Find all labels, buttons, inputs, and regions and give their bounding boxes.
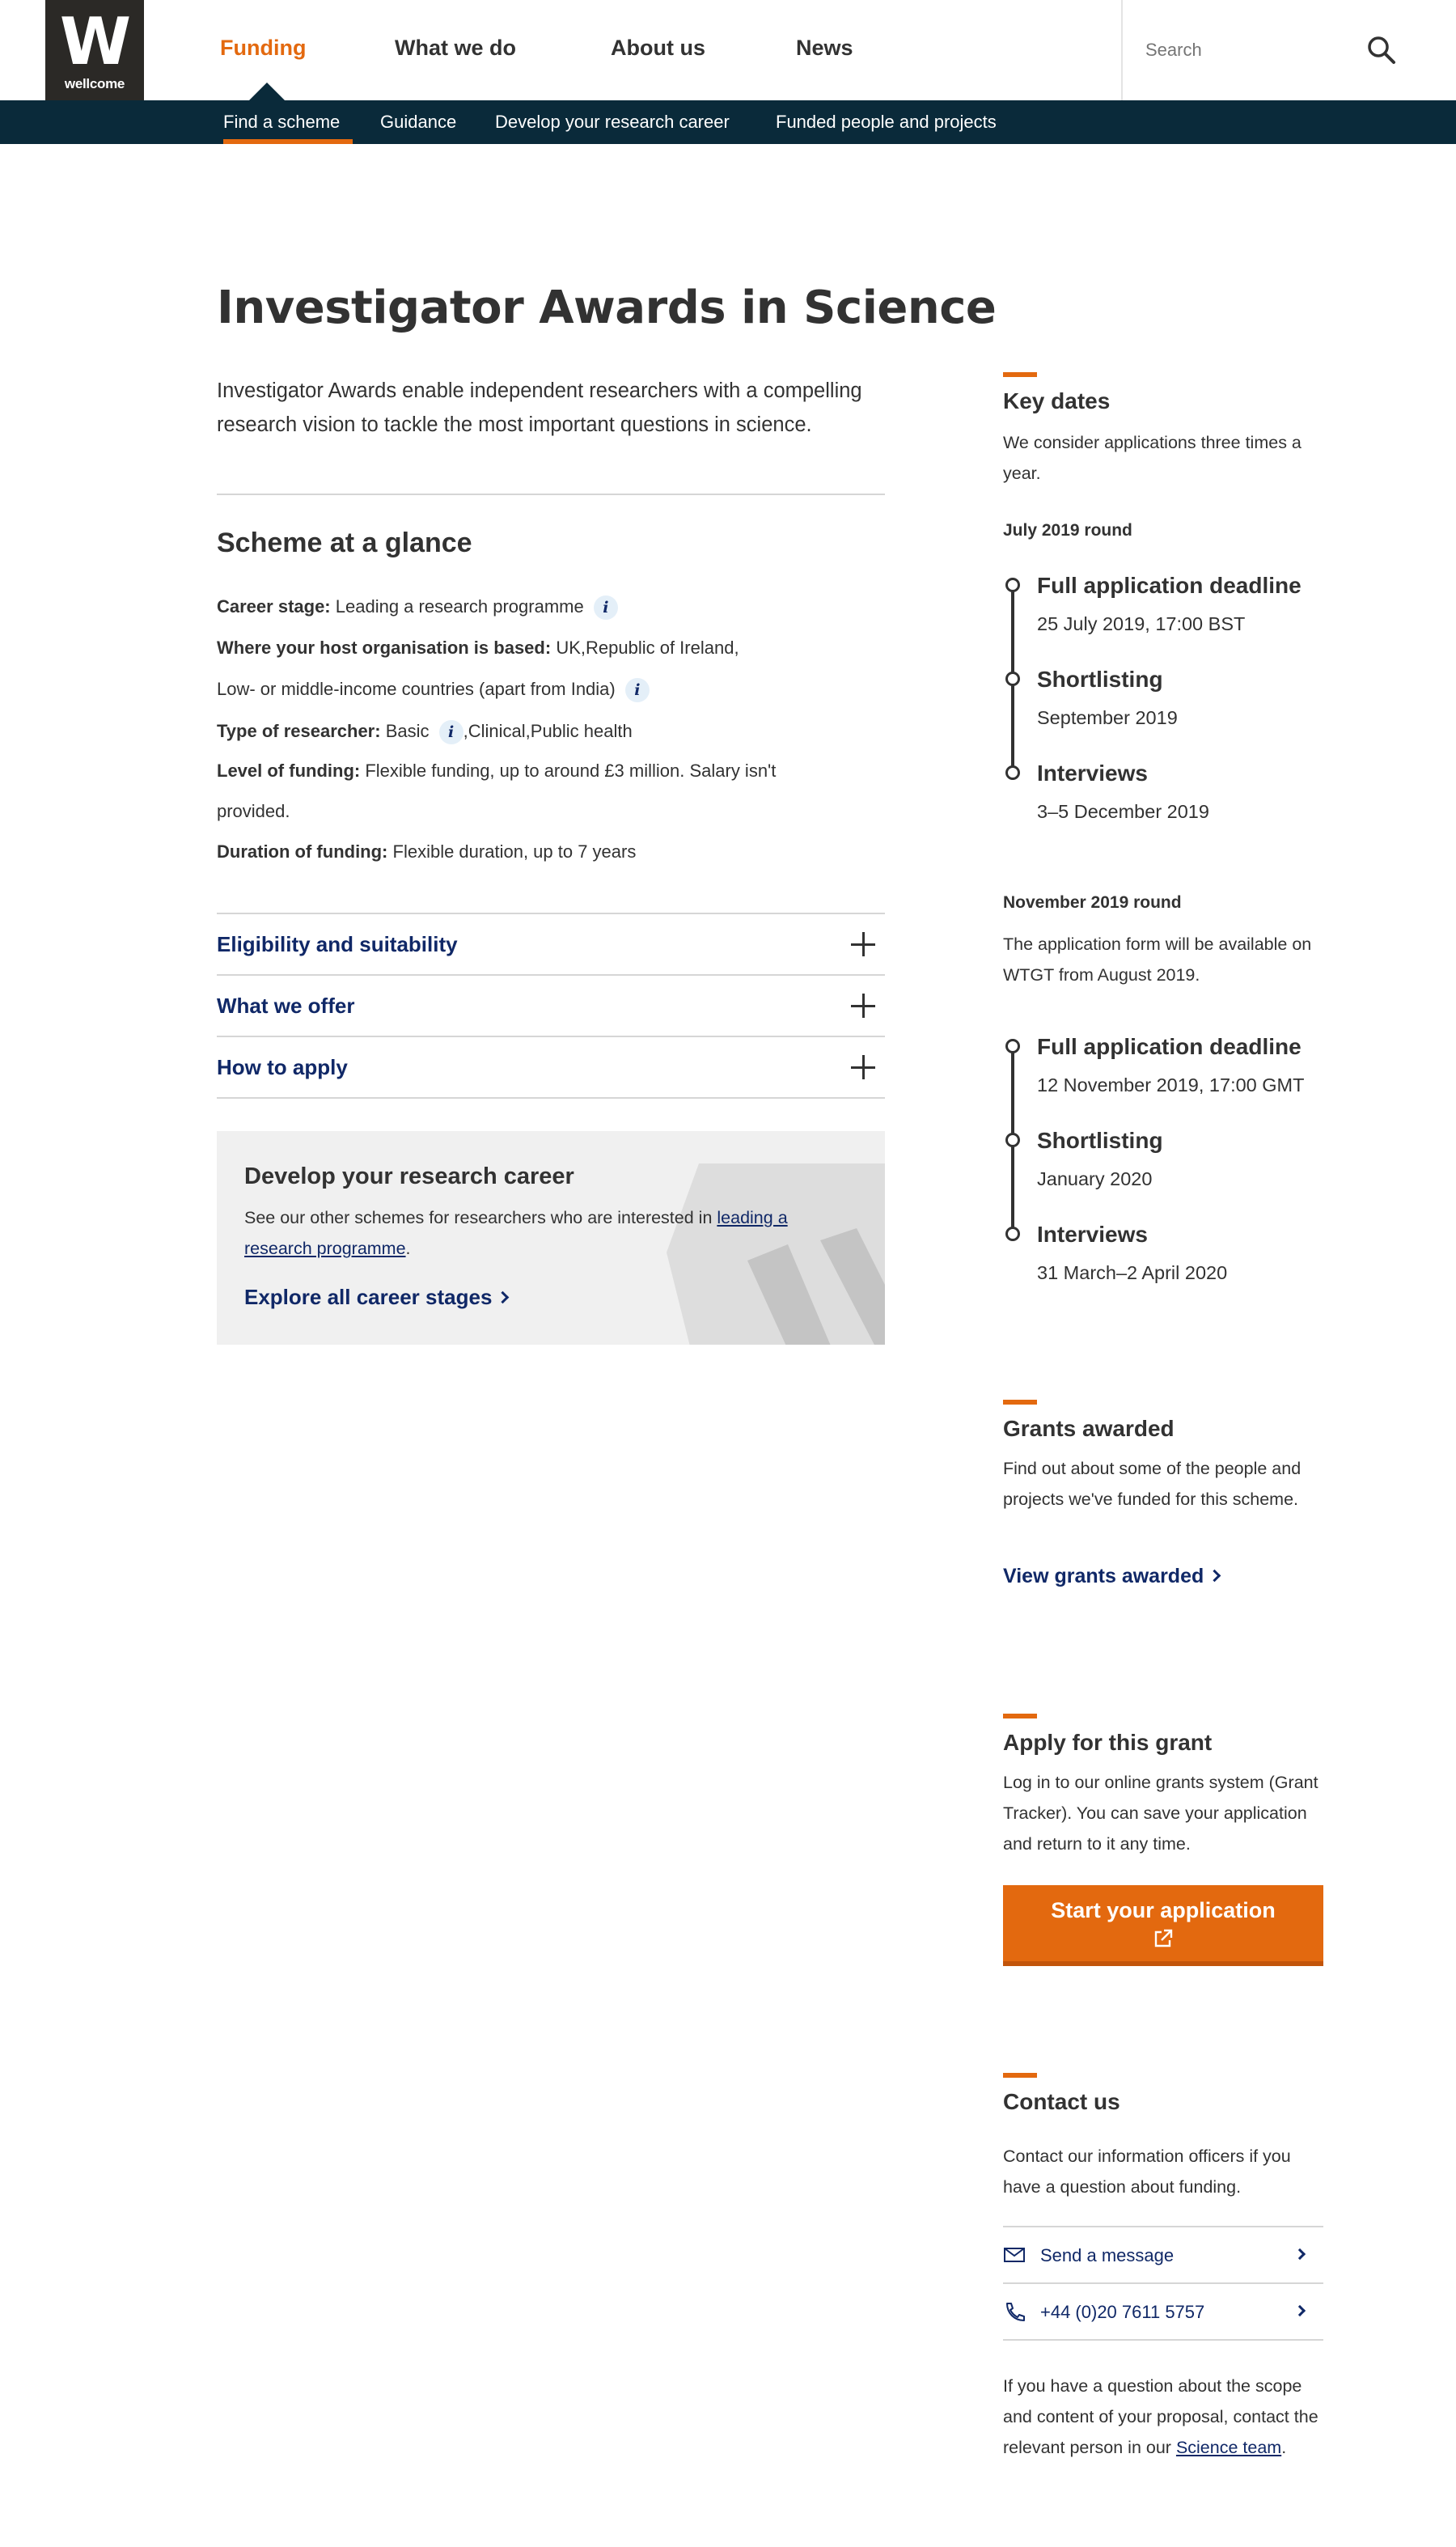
contact-label[interactable]: +44 (0)20 7611 5757 xyxy=(1040,2302,1205,2322)
start-application-button[interactable] xyxy=(1003,1885,1323,1966)
fact-funding-level-cont xyxy=(217,801,290,822)
key-dates-title: Key dates xyxy=(1003,388,1111,413)
event-date: 25 July 2019, 17:00 BST xyxy=(1037,613,1246,634)
chevron-right-icon xyxy=(1294,2305,1306,2316)
promo-text-end: . xyxy=(405,1239,411,1258)
button-label[interactable]: Start your application xyxy=(1051,1898,1276,1922)
fact-value[interactable]: Public health xyxy=(530,720,633,741)
accent-bar xyxy=(1003,372,1037,377)
fact-label: Type of researcher: xyxy=(217,720,381,741)
timeline-november xyxy=(1003,1034,1343,1283)
accent-bar xyxy=(1003,1400,1037,1405)
fact-host-location xyxy=(217,638,739,659)
subnav-funded-people[interactable]: Funded people and projects xyxy=(776,112,997,132)
fact-researcher-type xyxy=(217,720,633,744)
plus-icon[interactable] xyxy=(851,994,875,1018)
fact-host-location-cont xyxy=(217,678,650,702)
apply-title: Apply for this grant xyxy=(1003,1730,1213,1755)
fact-label: Level of funding: xyxy=(217,761,361,781)
accordion-label[interactable]: Eligibility and suitability xyxy=(217,932,458,956)
fact-value[interactable]: Basic xyxy=(385,720,430,741)
event-name: Shortlisting xyxy=(1037,667,1163,692)
promo-inline-link[interactable]: leading a research programme xyxy=(244,1208,788,1258)
accent-bar xyxy=(1003,1714,1037,1718)
accordion-label[interactable]: What we offer xyxy=(217,994,355,1018)
contact-label[interactable]: Send a message xyxy=(1040,2245,1175,2265)
contact-text: Contact our information officers if you have a question about funding. xyxy=(1003,2147,1291,2197)
info-icon[interactable]: i xyxy=(625,678,650,702)
link-label[interactable]: View grants awarded xyxy=(1003,1565,1204,1587)
round-title: November 2019 round xyxy=(1003,893,1182,912)
fact-label: Career stage: xyxy=(217,595,331,617)
fact-value[interactable]: UK, xyxy=(556,638,586,658)
divider xyxy=(217,494,885,495)
fact-funding-level xyxy=(217,761,776,782)
timeline-dot xyxy=(1005,578,1020,592)
accent-bar xyxy=(1003,2073,1037,2078)
phone-link[interactable] xyxy=(1003,2282,1323,2339)
event-date: 3–5 December 2019 xyxy=(1037,801,1209,822)
event-name: Shortlisting xyxy=(1037,1128,1163,1153)
fact-value: provided. xyxy=(217,801,290,821)
active-nav-caret xyxy=(249,83,285,100)
timeline-dot xyxy=(1005,1133,1020,1147)
glance-heading: Scheme at a glance xyxy=(217,528,472,558)
send-message-link[interactable] xyxy=(1003,2226,1323,2282)
promo-title: Develop your research career xyxy=(244,1163,574,1189)
info-icon[interactable]: i xyxy=(439,720,463,744)
timeline-dot xyxy=(1005,1039,1020,1053)
timeline-dot xyxy=(1005,765,1020,780)
fact-duration xyxy=(217,841,636,862)
chevron-right-icon xyxy=(497,1290,510,1303)
fact-career-stage xyxy=(217,595,618,620)
active-subnav-underline xyxy=(223,139,353,144)
fact-value: Flexible funding, up to around £3 million. Salary isn't xyxy=(365,761,777,781)
fact-value[interactable]: Republic of Ireland, xyxy=(586,638,739,658)
event-name: Interviews xyxy=(1037,1222,1148,1247)
key-dates-intro: We consider applications three times a year. xyxy=(1003,433,1302,483)
career-promo xyxy=(217,1131,885,1345)
subnav-find-a-scheme[interactable]: Find a scheme xyxy=(223,112,341,132)
accordion-what-we-offer[interactable] xyxy=(217,974,885,1036)
round-note: The application form will be available on WTGT from August 2019. xyxy=(1003,934,1312,985)
footer-text-start: If you have a question about the scope and content of your proposal, contact the relevant person in our xyxy=(1003,2376,1318,2457)
accordion-eligibility[interactable] xyxy=(217,913,885,974)
subnav-develop-career[interactable]: Develop your research career xyxy=(495,112,730,132)
divider xyxy=(1003,2339,1323,2341)
contact-title: Contact us xyxy=(1003,2089,1120,2114)
info-icon[interactable]: i xyxy=(594,595,618,620)
event-name: Full application deadline xyxy=(1037,1034,1302,1059)
envelope-icon xyxy=(1003,2245,1026,2265)
apply-text: Log in to our online grants system (Grant Tracker). You can save your application and return to it any time. xyxy=(1003,1773,1318,1854)
chevron-right-icon xyxy=(1294,2248,1306,2260)
sub-nav xyxy=(0,100,1456,144)
fact-value[interactable]: ,Clinical, xyxy=(463,720,531,741)
subnav-guidance[interactable]: Guidance xyxy=(380,112,457,132)
event-date: September 2019 xyxy=(1037,707,1178,728)
fact-value[interactable]: Low- or middle-income countries (apart from India) xyxy=(217,678,616,699)
event-name: Interviews xyxy=(1037,761,1148,786)
explore-career-stages-link[interactable] xyxy=(244,1285,507,1310)
grants-title: Grants awarded xyxy=(1003,1416,1175,1441)
contact-footer-text xyxy=(1003,2371,1327,2463)
nav-funding[interactable]: Funding xyxy=(220,36,307,60)
external-link-icon xyxy=(1153,1928,1174,1949)
nav-about-us[interactable]: About us xyxy=(611,36,705,60)
logo-text: wellcome xyxy=(64,76,125,91)
promo-text xyxy=(244,1202,859,1264)
timeline-july xyxy=(1003,573,1343,822)
search-icon[interactable] xyxy=(1365,34,1398,66)
plus-icon[interactable] xyxy=(851,932,875,956)
logo-letter: W xyxy=(59,4,130,79)
nav-news[interactable]: News xyxy=(796,36,853,60)
fact-label: Where your host organisation is based: xyxy=(217,638,552,658)
view-grants-link[interactable] xyxy=(1003,1565,1219,1588)
accordion-label[interactable]: How to apply xyxy=(217,1055,348,1079)
timeline-dot xyxy=(1005,1227,1020,1241)
chevron-right-icon xyxy=(1208,1570,1221,1583)
grants-text: Find out about some of the people and projects we've funded for this scheme. xyxy=(1003,1459,1302,1509)
page-intro: Investigator Awards enable independent researchers with a compelling research vision to tackle the most important questions in science. xyxy=(217,379,862,436)
wellcome-logo[interactable] xyxy=(45,0,144,100)
phone-icon xyxy=(1003,2302,1026,2321)
event-date: 12 November 2019, 17:00 GMT xyxy=(1037,1074,1305,1096)
footer-text-end: . xyxy=(1281,2438,1287,2457)
event-name: Full application deadline xyxy=(1037,573,1302,598)
event-date: January 2020 xyxy=(1037,1168,1153,1189)
fact-label: Duration of funding: xyxy=(217,841,388,862)
science-team-link[interactable]: Science team xyxy=(1175,2438,1282,2457)
fact-value: Flexible duration, up to 7 years xyxy=(392,841,637,862)
event-date: 31 March–2 April 2020 xyxy=(1037,1262,1228,1283)
nav-what-we-do[interactable]: What we do xyxy=(395,36,516,60)
search-box xyxy=(1121,0,1456,100)
fact-value[interactable]: Leading a research programme xyxy=(335,595,584,617)
timeline-dot xyxy=(1005,672,1020,686)
promo-text-start: See our other schemes for researchers who are interested in xyxy=(244,1208,717,1227)
round-title: July 2019 round xyxy=(1003,521,1132,540)
search-input[interactable] xyxy=(1145,32,1356,68)
plus-icon[interactable] xyxy=(851,1055,875,1079)
accordion-how-to-apply[interactable] xyxy=(217,1036,885,1099)
page-title: Investigator Awards in Science xyxy=(217,282,997,334)
site-header xyxy=(0,0,1456,100)
link-label[interactable]: Explore all career stages xyxy=(244,1285,493,1309)
